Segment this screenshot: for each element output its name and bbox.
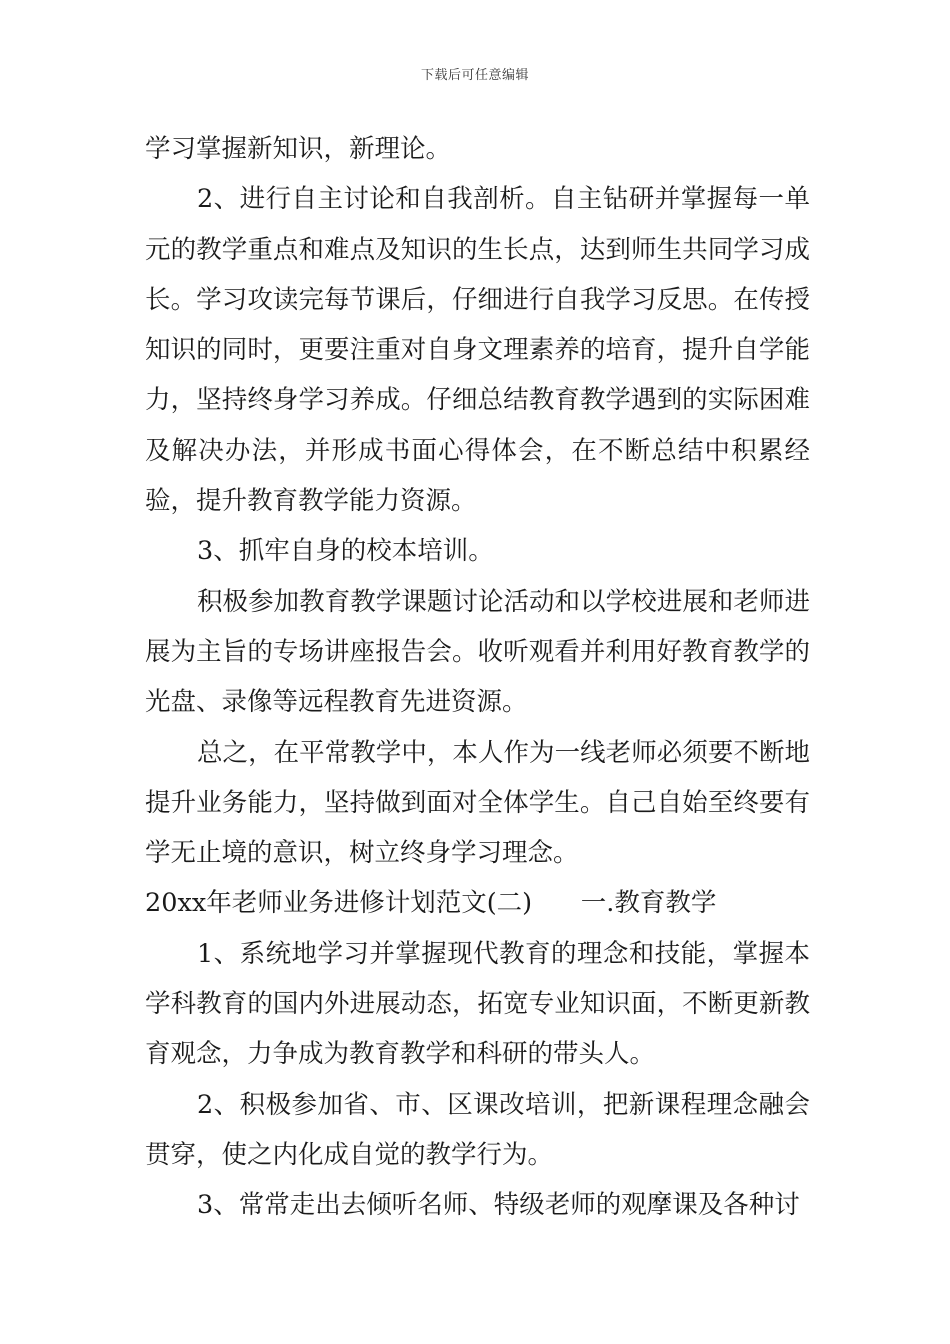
- paragraph-summary: 总之，在平常教学中，本人作为一线老师必须要不断地提升业务能力，坚持做到面对全体学生。自己自始至终要有学无止境的意识，树立终身学习理念。: [145, 737, 810, 869]
- paragraph-item-2-curriculum-training: 2、积极参加省、市、区课改培训，把新课程理念融会贯穿，使之内化成自觉的教学行为。: [145, 1089, 810, 1170]
- page-header-note: 下载后可任意编辑: [420, 68, 529, 83]
- paragraph-item-3-school-training: 3、抓牢自身的校本培训。: [197, 536, 494, 567]
- paragraph-item-2-self-study: 2、进行自主讨论和自我剖析。自主钻研并掌握每一单元的教学重点和难点及知识的生长点，达到师生共同学习成长。学习攻读完每节课后，仔细进行自我学习反思。在传授知识的同时，更要注重对自身文理素养的培育，提升自学能力，坚持终身学习养成。仔细总结教育教学遇到的实际困难及解决办法，并形成书面心得体会，在不断总结中积累经验，提升教育教学能力资源。: [145, 184, 810, 517]
- section-heading: 20xx年老师业务进修计划范文(二) 一.教育教学: [145, 888, 717, 919]
- paragraph-continuation: 学习掌握新知识，新理论。: [145, 134, 452, 164]
- paragraph-item-3-observe-lessons: 3、常常走出去倾听名师、特级老师的观摩课及各种讨: [197, 1190, 800, 1221]
- paragraph-item-1-modern-education: 1、系统地学习并掌握现代教育的理念和技能，掌握本学科教育的国内外进展动态，拓宽专业知识面，不断更新教育观念，力争成为教育教学和科研的带头人。: [145, 938, 810, 1070]
- document-body: [145, 124, 810, 1231]
- paragraph-research-activities: 积极参加教育教学课题讨论活动和以学校进展和老师进展为主旨的专场讲座报告会。收听观看并利用好教育教学的光盘、录像等远程教育先进资源。: [145, 586, 810, 718]
